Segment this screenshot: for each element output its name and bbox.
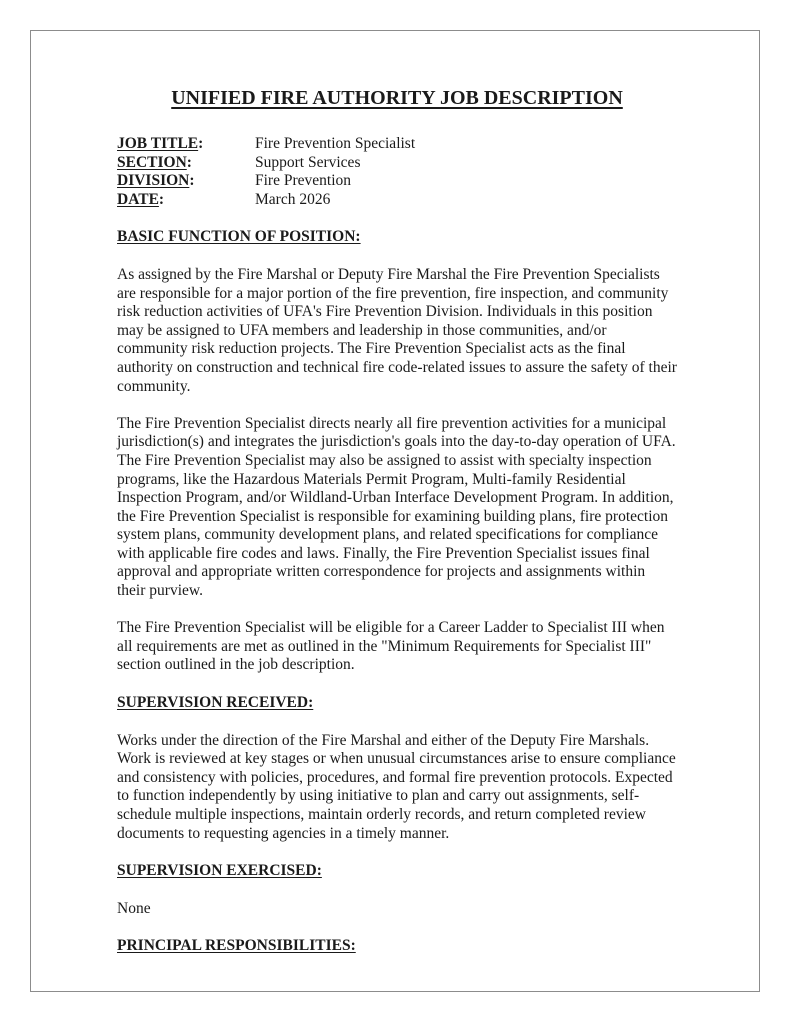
field-value-job-title: Fire Prevention Specialist [255,135,416,152]
section-heading-supervision-received: SUPERVISION RECEIVED: [117,694,314,712]
paragraph: None [117,899,151,917]
field-label-job-title: JOB TITLE: [117,135,204,152]
section-heading-principal-responsibilities: PRINCIPAL RESPONSIBILITIES: [117,937,356,955]
field-value-section: Support Services [255,153,361,171]
field-label-division: DIVISION: [117,172,195,190]
header-field-row-job-title [117,135,677,154]
section-basic-function [117,228,677,675]
section-supervision-received [117,694,677,843]
paragraph: As assigned by the Fire Marshal or Deputy Fire Marshal the Fire Prevention Specialists are responsible for a major portion of the fire prevention, fire inspection, and community risk reduction activities of UFA's Fire Prevention Division. Individuals in this position may be assigned to UFA members and leadership in those communities, and/or community risk reduction projects. The Fire Prevention Specialist acts as the final authority on construction and technical fire code-related issues to assure the safety of their community. [117,265,677,395]
field-value-division: Fire Prevention [255,172,351,190]
document-title: UNIFIED FIRE AUTHORITY JOB DESCRIPTION [171,87,623,109]
field-value-date: March 2026 [255,190,331,208]
header-field-row-section [117,154,677,173]
document-body [117,86,677,975]
header-field-row-division [117,172,677,191]
paragraph: Works under the direction of the Fire Marshal and either of the Deputy Fire Marshals. Work is reviewed at key stages or when unusual circumstances arise to ensure compliance and consistency with policies, procedures, and formal fire prevention protocols. Expected to function independently by using initiative to plan and carry out assignments, self-schedule multiple inspections, maintain orderly records, and return completed review documents to requesting agencies in a timely manner. [117,731,676,842]
section-heading-supervision-exercised: SUPERVISION EXERCISED: [117,862,322,880]
paragraph: The Fire Prevention Specialist directs nearly all fire prevention activities for a municipal jurisdiction(s) and integrates the jurisdiction's goals into the day-to-day operation of UFA. The Fire Prevention Specialist may also be assigned to assist with specialty inspection programs, like the Hazardous Materials Permit Program, Multi-family Residential Inspection Program, and/or Wildland-Urban Interface Development Program. In addition, the Fire Prevention Specialist is responsible for examining building plans, fire protection system plans, community development plans, and related specifications for compliance with applicable fire codes and laws. Finally, the Fire Prevention Specialist issues final approval and appropriate written correspondence for projects and assignments within their purview. [117,414,676,600]
paragraph: The Fire Prevention Specialist will be eligible for a Career Ladder to Specialist III when all requirements are met as outlined in the "Minimum Requirements for Specialist III" section outlined in the job description. [117,619,665,674]
field-label-date: DATE: [117,190,165,208]
section-principal-responsibilities [117,937,677,956]
section-supervision-exercised [117,862,677,918]
section-heading-basic-function: BASIC FUNCTION OF POSITION: [117,228,361,246]
header-field-row-date [117,191,677,210]
field-label-section: SECTION: [117,153,192,171]
header-fields [117,135,677,209]
